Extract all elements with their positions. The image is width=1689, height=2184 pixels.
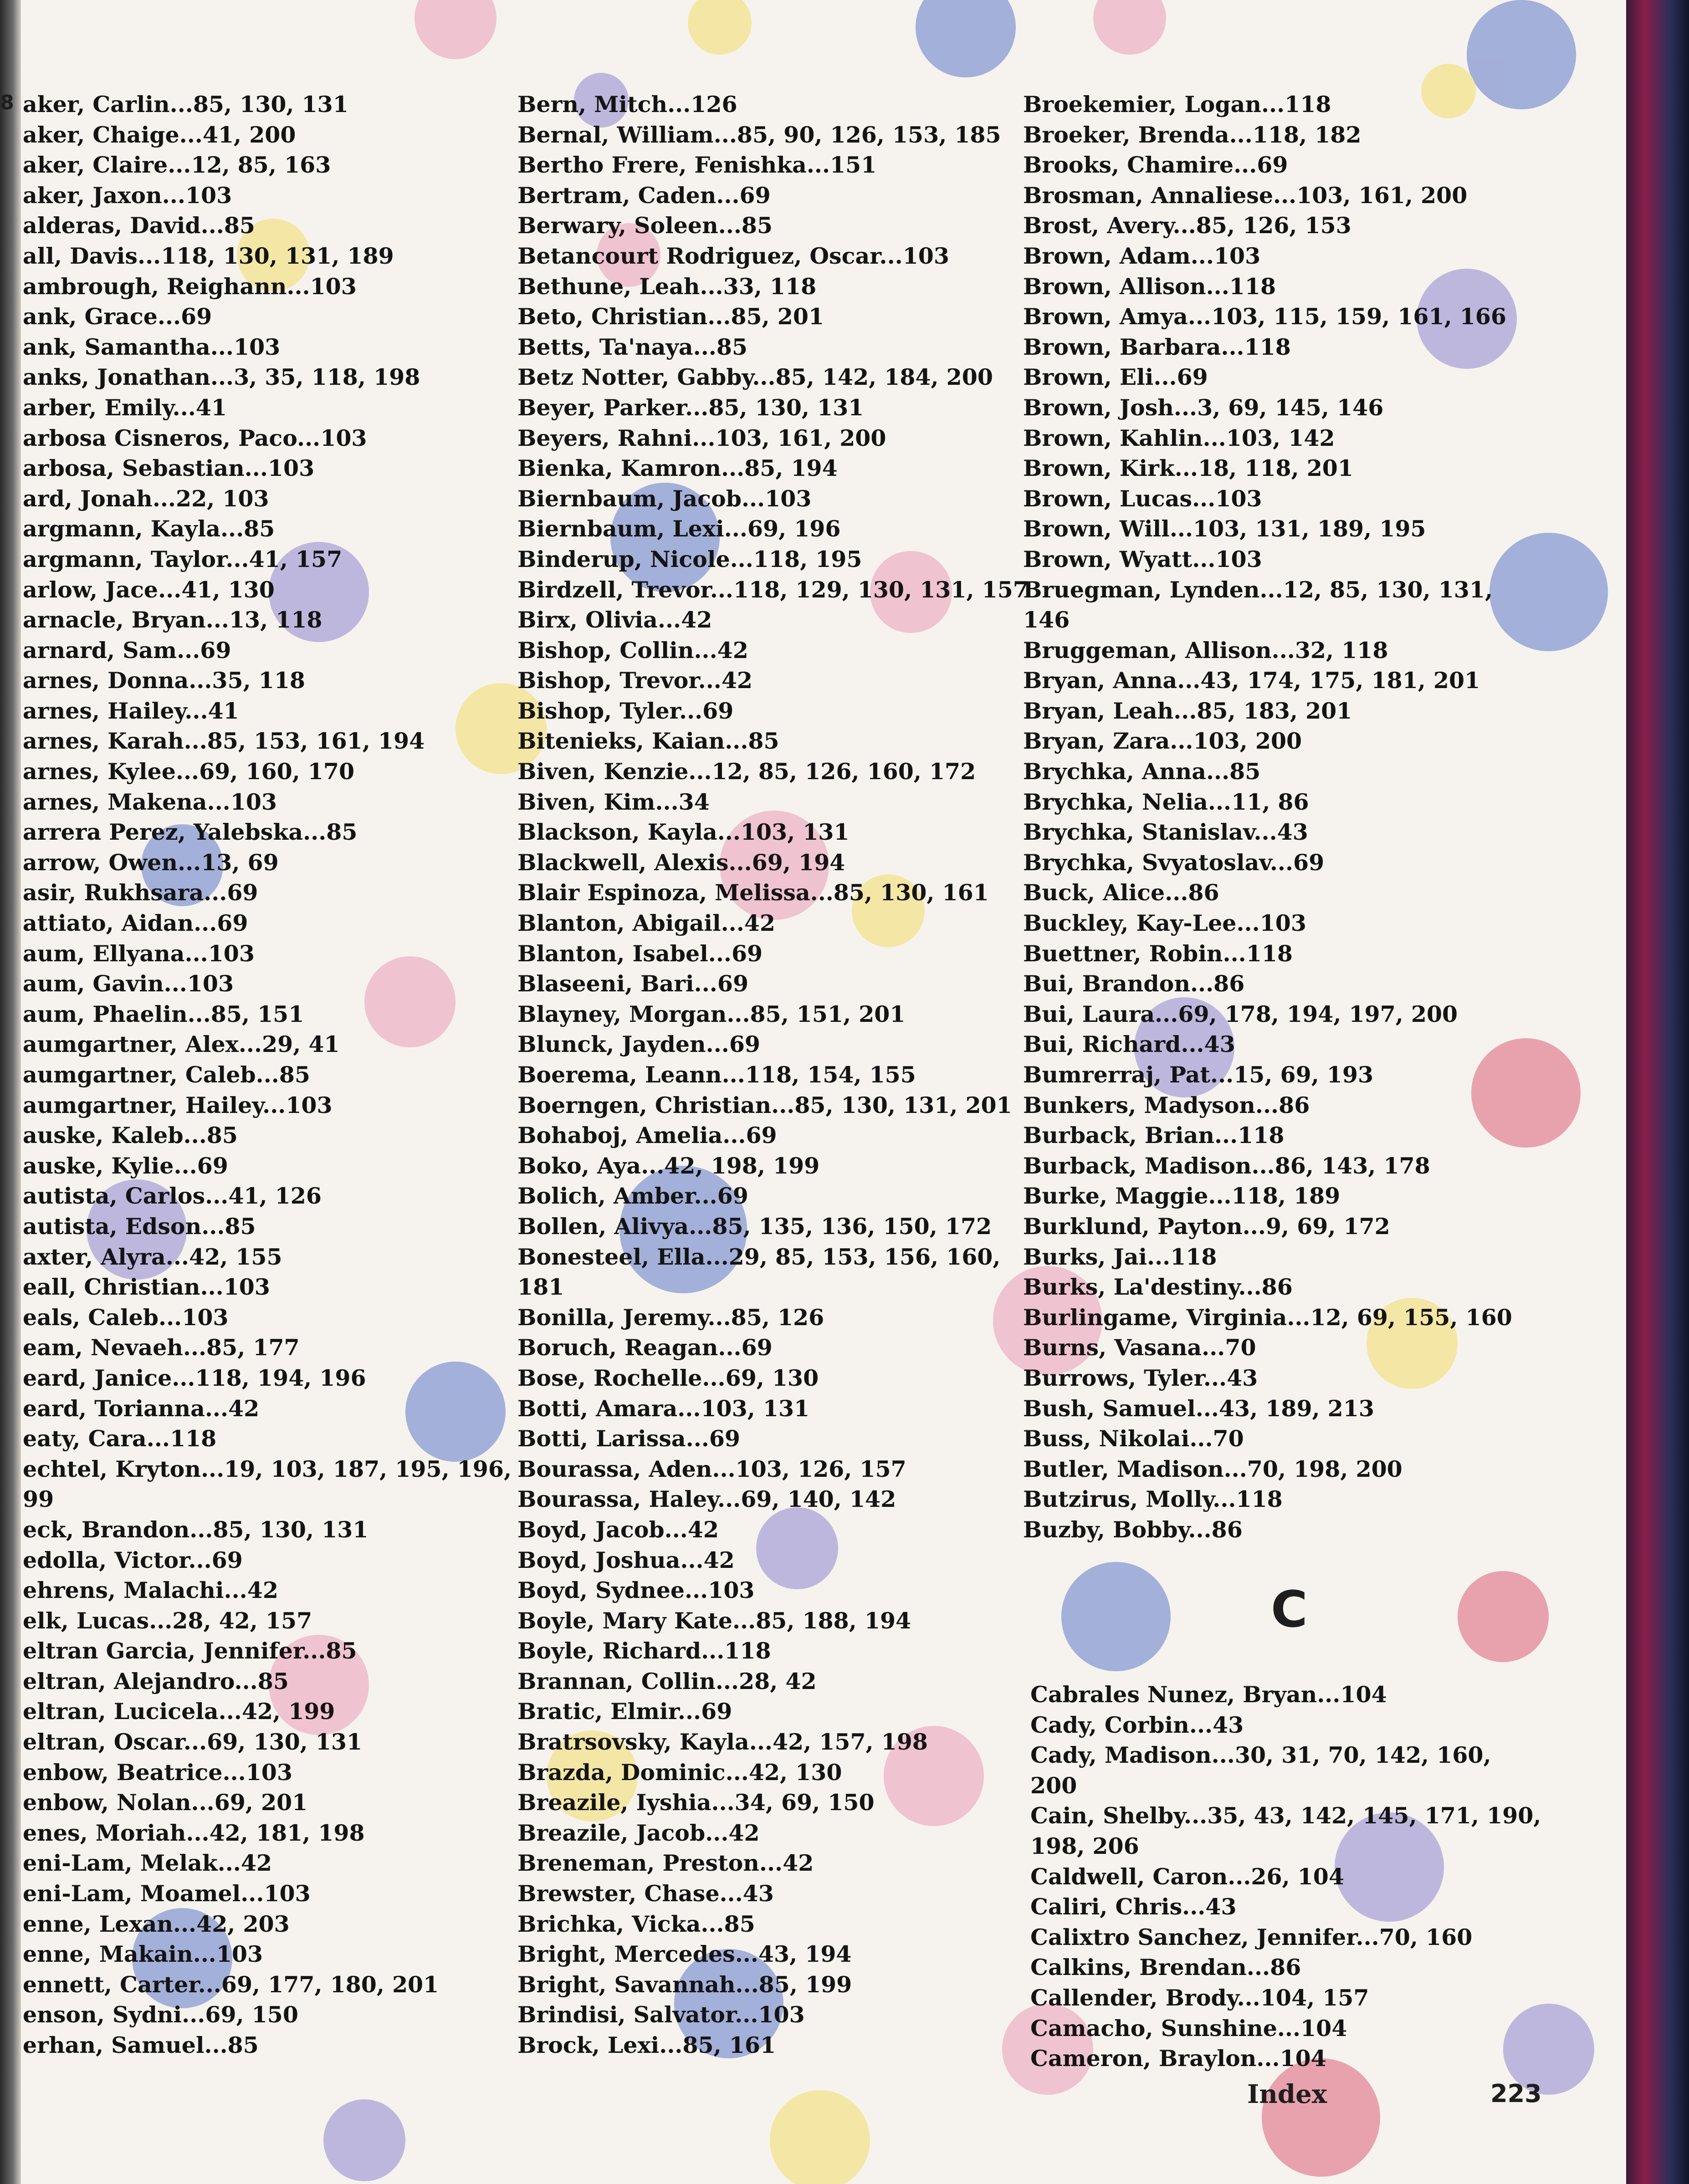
index-entry: Bertho Frere, Fenishka...151 [517, 152, 877, 179]
index-entry: eck, Brandon...85, 130, 131 [23, 1516, 369, 1543]
index-entry: Biernbaum, Jacob...103 [517, 485, 812, 512]
index-entry: Cabrales Nunez, Bryan...104 [1030, 1681, 1387, 1708]
index-entry: Brychka, Svyatoslav...69 [1023, 849, 1325, 876]
index-entry: Burke, Maggie...118, 189 [1023, 1183, 1341, 1209]
book-binding-edge [0, 0, 21, 2184]
index-entry: Blanton, Isabel...69 [517, 940, 763, 967]
index-entry: Biven, Kenzie...12, 85, 126, 160, 172 [517, 758, 976, 785]
index-entry: Boerema, Leann...118, 154, 155 [517, 1061, 916, 1088]
index-entry: Brown, Josh...3, 69, 145, 146 [1023, 394, 1384, 421]
index-entry: Brown, Barbara...118 [1023, 333, 1291, 360]
index-entry: Beyer, Parker...85, 130, 131 [517, 394, 864, 421]
index-entry: Bush, Samuel...43, 189, 213 [1023, 1395, 1374, 1422]
index-entry: Brewster, Chase...43 [517, 1880, 774, 1907]
index-entry: aker, Carlin...85, 130, 131 [23, 91, 348, 117]
index-entry: arnard, Sam...69 [23, 637, 231, 663]
index-entry: anks, Jonathan...3, 35, 118, 198 [23, 364, 420, 391]
index-entry: Brychka, Nelia...11, 86 [1023, 788, 1309, 815]
index-entry: Blaseeni, Bari...69 [517, 970, 749, 997]
index-entry: Calixtro Sanchez, Jennifer...70, 160 [1030, 1924, 1473, 1950]
index-entry: arbosa Cisneros, Paco...103 [23, 424, 367, 451]
index-entry: alderas, David...85 [23, 212, 256, 239]
index-entry: Bui, Brandon...86 [1023, 970, 1245, 997]
index-entry: enbow, Beatrice...103 [23, 1759, 292, 1786]
index-entry: arbosa, Sebastian...103 [23, 455, 315, 482]
index-entry: Boruch, Reagan...69 [517, 1334, 773, 1361]
index-entry: arnes, Hailey...41 [23, 697, 239, 724]
index-entry: eall, Christian...103 [23, 1274, 270, 1301]
index-entry: Brown, Will...103, 131, 189, 195 [1023, 515, 1426, 542]
index-entry: Blackson, Kayla...103, 131 [517, 819, 850, 846]
index-entry: Bertram, Caden...69 [517, 182, 771, 209]
index-entry: Brost, Avery...85, 126, 153 [1023, 212, 1351, 239]
index-entry: auske, Kylie...69 [23, 1152, 228, 1179]
index-entry: Burlingame, Virginia...12, 69, 155, 160 [1023, 1304, 1512, 1331]
index-entry: all, Davis...118, 130, 131, 189 [23, 242, 394, 269]
index-entry: Brown, Eli...69 [1023, 364, 1208, 391]
index-entry: Betz Notter, Gabby...85, 142, 184, 200 [517, 364, 993, 391]
index-entry: Blanton, Abigail...42 [517, 910, 775, 937]
index-entry: arnacle, Bryan...13, 118 [23, 607, 322, 633]
index-entry: Brichka, Vicka...85 [517, 1910, 755, 1937]
index-entry: enes, Moriah...42, 181, 198 [23, 1819, 365, 1846]
index-entry: Caldwell, Caron...26, 104 [1030, 1863, 1344, 1890]
index-entry: argmann, Kayla...85 [23, 515, 275, 542]
index-entry: Bohaboj, Amelia...69 [517, 1122, 777, 1149]
index-entry: eltran Garcia, Jennifer...85 [23, 1638, 357, 1664]
index-entry: Bui, Richard...43 [1023, 1031, 1235, 1058]
index-entry: Bratrsovsky, Kayla...42, 157, 198 [517, 1729, 928, 1755]
index-column-c [1023, 89, 1515, 1545]
index-entry: auske, Kaleb...85 [23, 1122, 238, 1149]
index-column-b [517, 89, 1029, 2061]
index-entry: Bernal, William...85, 90, 126, 153, 185 [517, 121, 1001, 148]
index-entry: Brown, Adam...103 [1023, 242, 1261, 269]
index-entry: Bishop, Collin...42 [517, 637, 748, 663]
index-entry: Bose, Rochelle...69, 130 [517, 1364, 819, 1391]
index-entry: attiato, Aidan...69 [23, 910, 248, 937]
footer-label: Index [1247, 2079, 1327, 2109]
index-column-c-letter-section [1030, 1679, 1541, 2074]
index-entry: aker, Claire...12, 85, 163 [23, 152, 331, 179]
index-entry: 181 [517, 1274, 564, 1301]
index-entry: enson, Sydni...69, 150 [23, 2001, 298, 2028]
index-entry: Boko, Aya...42, 198, 199 [517, 1152, 820, 1179]
index-entry: aum, Ellyana...103 [23, 940, 255, 967]
index-entry: Buck, Alice...86 [1023, 879, 1219, 906]
index-entry: aumgartner, Caleb...85 [23, 1061, 311, 1088]
index-entry: Biven, Kim...34 [517, 788, 710, 815]
index-entry: Biernbaum, Lexi...69, 196 [517, 515, 841, 542]
index-entry: Burback, Madison...86, 143, 178 [1023, 1152, 1430, 1179]
index-entry: Burks, Jai...118 [1023, 1243, 1217, 1270]
index-entry: Butler, Madison...70, 198, 200 [1023, 1455, 1402, 1482]
index-entry: Breazile, Jacob...42 [517, 1819, 760, 1846]
index-entry: arlow, Jace...41, 130 [23, 576, 275, 603]
index-entry: Brychka, Anna...85 [1023, 758, 1261, 785]
index-entry: Buzby, Bobby...86 [1023, 1516, 1243, 1543]
index-entry: arrow, Owen...13, 69 [23, 849, 279, 876]
index-entry: enbow, Nolan...69, 201 [23, 1789, 308, 1816]
section-letter-heading: C [1271, 1580, 1308, 1638]
index-entry: 200 [1030, 1772, 1077, 1799]
index-entry: Betancourt Rodriguez, Oscar...103 [517, 242, 949, 269]
index-entry: Bryan, Leah...85, 183, 201 [1023, 697, 1352, 724]
index-entry: Brazda, Dominic...42, 130 [517, 1759, 842, 1786]
index-entry: Boyle, Richard...118 [517, 1638, 771, 1664]
index-entry: Bethune, Leah...33, 118 [517, 273, 817, 300]
index-entry: ambrough, Reighann...103 [23, 273, 357, 300]
index-entry: Beto, Christian...85, 201 [517, 303, 824, 330]
index-entry: eard, Torianna...42 [23, 1395, 260, 1422]
index-entry: Bern, Mitch...126 [517, 91, 737, 117]
index-entry: aker, Chaige...41, 200 [23, 121, 296, 148]
index-entry: Brown, Kahlin...103, 142 [1023, 424, 1335, 451]
index-entry: Bruggeman, Allison...32, 118 [1023, 637, 1388, 663]
index-entry: Binderup, Nicole...118, 195 [517, 546, 862, 572]
index-entry: Camacho, Sunshine...104 [1030, 2015, 1347, 2041]
index-entry: arber, Emily...41 [23, 394, 227, 421]
index-entry: Burrows, Tyler...43 [1023, 1364, 1258, 1391]
index-entry: Bruegman, Lynden...12, 85, 130, 131, [1023, 576, 1493, 603]
index-entry: echtel, Kryton...19, 103, 187, 195, 196, [23, 1455, 512, 1482]
index-entry: ard, Jonah...22, 103 [23, 485, 269, 512]
index-entry: Bumrerraj, Pat...15, 69, 193 [1023, 1061, 1374, 1088]
index-entry: 146 [1023, 607, 1070, 633]
index-entry: Boyle, Mary Kate...85, 188, 194 [517, 1607, 911, 1634]
index-entry: elk, Lucas...28, 42, 157 [23, 1607, 312, 1634]
index-entry: eltran, Lucicela...42, 199 [23, 1698, 335, 1725]
index-entry: Bishop, Trevor...42 [517, 667, 753, 694]
index-entry: Bunkers, Madyson...86 [1023, 1092, 1310, 1118]
index-entry: Brooks, Chamire...69 [1023, 152, 1288, 179]
index-entry: aumgartner, Alex...29, 41 [23, 1031, 340, 1058]
index-entry: eltran, Oscar...69, 130, 131 [23, 1729, 363, 1755]
index-entry: Calkins, Brendan...86 [1030, 1954, 1301, 1981]
index-entry: Blayney, Morgan...85, 151, 201 [517, 1000, 906, 1027]
index-entry: Burns, Vasana...70 [1023, 1334, 1256, 1361]
index-entry: Blackwell, Alexis...69, 194 [517, 849, 845, 876]
index-entry: 99 [23, 1486, 54, 1513]
index-entry: Breazile, Iyshia...34, 69, 150 [517, 1789, 875, 1816]
index-entry: arnes, Karah...85, 153, 161, 194 [23, 728, 425, 755]
index-entry: argmann, Taylor...41, 157 [23, 546, 343, 572]
index-entry: eard, Janice...118, 194, 196 [23, 1364, 366, 1391]
index-entry: ank, Grace...69 [23, 303, 212, 330]
index-entry: Brychka, Stanislav...43 [1023, 819, 1308, 846]
index-entry: enne, Lexan...42, 203 [23, 1910, 290, 1937]
index-entry: Burklund, Payton...9, 69, 172 [1023, 1213, 1390, 1240]
index-entry: Brown, Allison...118 [1023, 273, 1276, 300]
index-entry: Burback, Brian...118 [1023, 1122, 1285, 1149]
index-entry: Cady, Corbin...43 [1030, 1711, 1244, 1738]
index-entry: Boyd, Sydnee...103 [517, 1577, 755, 1604]
index-entry: eltran, Alejandro...85 [23, 1668, 289, 1694]
index-entry: Cain, Shelby...35, 43, 142, 145, 171, 190, [1030, 1802, 1541, 1829]
index-entry: Bright, Savannah...85, 199 [517, 1971, 852, 1998]
index-entry: Blair Espinoza, Melissa...85, 130, 161 [517, 879, 989, 906]
index-entry: ennett, Carter...69, 177, 180, 201 [23, 1971, 439, 1998]
index-entry: Blunck, Jayden...69 [517, 1031, 761, 1058]
index-entry: Brown, Amya...103, 115, 159, 161, 166 [1023, 303, 1506, 330]
index-entry: Broeker, Brenda...118, 182 [1023, 121, 1361, 148]
index-entry: Birdzell, Trevor...118, 129, 130, 131, 157 [517, 576, 1029, 603]
index-entry: asir, Rukhsara...69 [23, 879, 258, 906]
index-entry: Botti, Amara...103, 131 [517, 1395, 810, 1422]
index-entry: eni-Lam, Moamel...103 [23, 1880, 311, 1907]
book-spine [1626, 0, 1689, 2184]
index-entry: Breneman, Preston...42 [517, 1850, 814, 1877]
index-column-a [23, 89, 512, 2061]
index-entry: aker, Jaxon...103 [23, 182, 232, 209]
index-entry: aum, Phaelin...85, 151 [23, 1000, 304, 1027]
index-entry: arrera Perez, Yalebska...85 [23, 819, 358, 846]
index-entry: eaty, Cara...118 [23, 1425, 217, 1452]
index-entry: Brown, Lucas...103 [1023, 485, 1262, 512]
index-entry: Berwary, Soleen...85 [517, 212, 773, 239]
index-entry: Boyd, Joshua...42 [517, 1546, 735, 1573]
index-entry: Bourassa, Aden...103, 126, 157 [517, 1455, 906, 1482]
index-entry: autista, Carlos...41, 126 [23, 1183, 322, 1209]
index-entry: Brown, Wyatt...103 [1023, 546, 1262, 572]
index-entry: Bonesteel, Ella...29, 85, 153, 156, 160, [517, 1243, 1001, 1270]
index-entry: 198, 206 [1030, 1832, 1139, 1859]
index-entry: aumgartner, Hailey...103 [23, 1092, 333, 1118]
index-entry: eals, Caleb...103 [23, 1304, 229, 1331]
index-entry: Buckley, Kay-Lee...103 [1023, 910, 1306, 937]
index-entry: Brown, Kirk...18, 118, 201 [1023, 455, 1353, 482]
index-entry: Boyd, Jacob...42 [517, 1516, 719, 1543]
index-entry: arnes, Donna...35, 118 [23, 667, 306, 694]
index-entry: arnes, Kylee...69, 160, 170 [23, 758, 355, 785]
index-entry: ank, Samantha...103 [23, 333, 281, 360]
index-entry: Botti, Larissa...69 [517, 1425, 741, 1452]
clipped-edge-mark: 8 [0, 91, 14, 114]
index-entry: Bonilla, Jeremy...85, 126 [517, 1304, 824, 1331]
index-entry: Brock, Lexi...85, 161 [517, 2032, 776, 2058]
index-entry: Burks, La'destiny...86 [1023, 1274, 1293, 1301]
page-number: 223 [1490, 2079, 1542, 2108]
index-entry: Bollen, Alivya...85, 135, 136, 150, 172 [517, 1213, 992, 1240]
index-entry: Bitenieks, Kaian...85 [517, 728, 779, 755]
index-entry: Brindisi, Salvator...103 [517, 2001, 805, 2028]
index-entry: Brosman, Annaliese...103, 161, 200 [1023, 182, 1468, 209]
index-entry: Brannan, Collin...28, 42 [517, 1668, 817, 1694]
index-entry: Bourassa, Haley...69, 140, 142 [517, 1486, 896, 1513]
index-entry: erhan, Samuel...85 [23, 2032, 259, 2058]
index-entry: enne, Makain...103 [23, 1941, 263, 1968]
index-entry: Buss, Nikolai...70 [1023, 1425, 1244, 1452]
index-entry: Butzirus, Molly...118 [1023, 1486, 1283, 1513]
index-entry: Bryan, Anna...43, 174, 175, 181, 201 [1023, 667, 1480, 694]
index-entry: Cady, Madison...30, 31, 70, 142, 160, [1030, 1742, 1491, 1769]
index-entry: Bratic, Elmir...69 [517, 1698, 732, 1725]
index-entry: Bui, Laura...69, 178, 194, 197, 200 [1023, 1000, 1458, 1027]
index-entry: Birx, Olivia...42 [517, 607, 712, 633]
index-entry: arnes, Makena...103 [23, 788, 277, 815]
index-entry: Bienka, Kamron...85, 194 [517, 455, 838, 482]
index-entry: ehrens, Malachi...42 [23, 1577, 278, 1604]
index-entry: Bolich, Amber...69 [517, 1183, 748, 1209]
index-entry: axter, Alyra...42, 155 [23, 1243, 282, 1270]
index-entry: autista, Edson...85 [23, 1213, 256, 1240]
index-entry: Beyers, Rahni...103, 161, 200 [517, 424, 886, 451]
index-entry: Cameron, Braylon...104 [1030, 2045, 1326, 2072]
index-entry: Buettner, Robin...118 [1023, 940, 1293, 967]
index-entry: Betts, Ta'naya...85 [517, 333, 748, 360]
index-entry: aum, Gavin...103 [23, 970, 234, 997]
index-entry: edolla, Victor...69 [23, 1546, 243, 1573]
index-entry: Caliri, Chris...43 [1030, 1893, 1237, 1920]
index-entry: Broekemier, Logan...118 [1023, 91, 1331, 117]
index-entry: eni-Lam, Melak...42 [23, 1850, 272, 1877]
index-entry: Callender, Brody...104, 157 [1030, 1984, 1369, 2011]
index-entry: eam, Nevaeh...85, 177 [23, 1334, 300, 1361]
index-entry: Bright, Mercedes...43, 194 [517, 1941, 852, 1968]
index-entry: Boerngen, Christian...85, 130, 131, 201 [517, 1092, 1012, 1118]
index-entry: Bishop, Tyler...69 [517, 697, 734, 724]
index-entry: Bryan, Zara...103, 200 [1023, 728, 1302, 755]
